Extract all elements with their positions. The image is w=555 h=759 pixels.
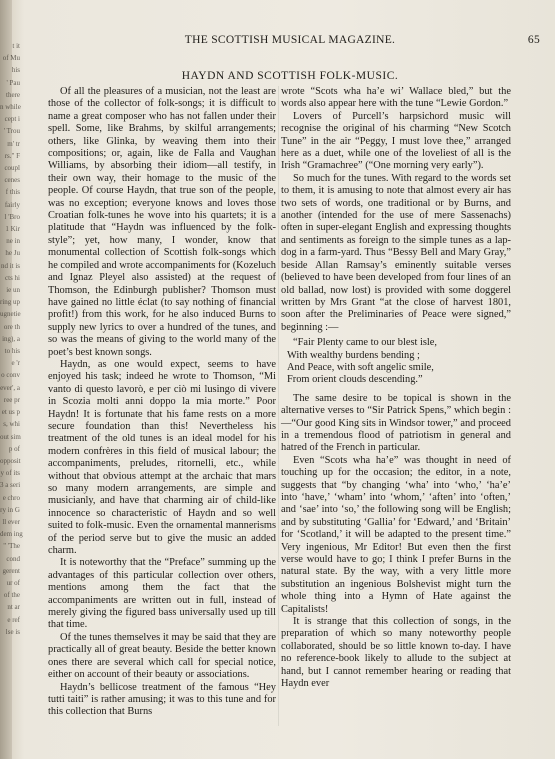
running-header xyxy=(40,34,540,50)
page-number: 65 xyxy=(527,34,540,46)
bleed-fragment: cept i xyxy=(4,115,20,124)
paragraph: Haydn’s bellicose treatment of the famous “Hey tutti taiti” is rather amusing; it was to this tune and for this collection that Burns xyxy=(48,681,276,718)
bleed-fragment: ree pr xyxy=(3,395,20,404)
verse-line: And Peace, with soft angelic smile, xyxy=(287,361,434,373)
bleed-fragment: 3 a seri xyxy=(0,481,21,490)
bleed-fragment: et us p xyxy=(1,408,20,417)
bleed-fragment: t it xyxy=(12,42,20,50)
paragraph: Of all the pleasures of a musician, not the least are those of the collector of folk-songs; it is difficult to name a great composer who has not fallen under their spell. Some, like Brahms, by skilful arrangements; others, like Glinka, by weaving them into their compositions; or, again, like de Falla and Vaughan Williams, by absorbing their idiom—all testify, in their own way, their homage to the music of the people. Of course Haydn, that true son of the people, was no exception; everyone knows and loves those Croatian folk-tunes he wove into his quartets; it is a platitude that “Haydn was influenced by the folk-style”; yet, how many, I wonder, know that monumental collection of Scottish folk-songs which he compiled and wrote accompaniments for (Kozeluch and Ignaz Pleyel also assisted) at the request of Thomson, the Edinburgh publisher? Thomson must have gained no little éclat (to say nothing of financial profit!) from this work, for he also induced Burns to supply new lyrics to over a hundred of the tunes, and so was the means of giving to the world many of the poet’s best known songs. xyxy=(48,86,276,358)
facing-page-bleed-text xyxy=(0,40,23,720)
bleed-fragment: rs." F xyxy=(4,151,20,160)
bleed-fragment: opposit xyxy=(0,456,21,465)
bleed-fragment: gerent xyxy=(2,566,20,575)
bleed-fragment: ring up xyxy=(0,298,21,307)
bleed-fragment: lse is xyxy=(5,627,20,636)
bleed-fragment: ry in G xyxy=(0,505,20,514)
bleed-fragment: e chro xyxy=(2,493,20,502)
bleed-fragment: ur of xyxy=(6,578,20,587)
article-heading: HAYDN AND SCOTTISH FOLK-MUSIC. xyxy=(181,70,399,82)
paragraph: It is noteworthy that the “Preface” summing up the advantages of this particular collection over others, mentions among them the fact that the accompaniments are written out in full, instead of merely giving the figured bass universally used up till that time. xyxy=(48,557,276,631)
paragraph: Of the tunes themselves it may be said that they are practically all of great beauty. Beside the better known ones there are several which call for special notice, either on account of their beauty or associations. xyxy=(48,631,276,681)
bleed-fragment: ie un xyxy=(6,286,20,295)
bleed-fragment: e ref xyxy=(7,615,20,624)
paragraph: So much for the tunes. With regard to the words set to them, it is amusing to note that almost every air has two sets of words, one traditional or by Burns, and another (intended for the use of mere Sassenachs) often in super-elegant English and expressing thoughts and sentiments as foreign to the simple tunes as a lap-dog in a farm-yard. Thus “Bessy Bell and Mary Gray,” beside Allan Ramsay’s eminently suitable verses (believed to have been developed from four lines of an old ballad, now lost) is provided with some doggerel written by Mrs Grant “at the close of harvest 1801, soon after the Preliminaries of Peace were signed,” beginning :— xyxy=(281,172,511,333)
bleed-fragment: 1 Kir xyxy=(5,225,20,234)
right-column xyxy=(281,86,511,691)
bleed-fragment: ne in xyxy=(6,237,20,246)
paragraph: Haydn, as one would expect, seems to have enjoyed his task; indeed he wrote to Thomson, “Mi vanto di questo lavorò, e per ciò mi lusingo di vivere in Scozia molti anni doppo la mia morte.” Poor Haydn! It is fortunate that his fame rests on a more secure foundation than this! Nevertheless his treatment of the old tunes is an ideal model for his modern confrères in this field of musical labour; the accompaniments, preludes, ritornelli, etc., while without that obvious attempt at the archaic that mars so many modern arrangements, are simple and musicianly, and have that charming air of child-like innocence so characteristic of Haydn and so well suited to folk-music. Even the ornamental mannerisms of the period serve but to give the music an added charm. xyxy=(48,358,276,557)
left-column xyxy=(48,86,276,719)
bleed-fragment: to his xyxy=(4,347,20,356)
paragraph: The same desire to be topical is shown in the alternative verses to “Sir Patrick Spens,” which begin :—“Our good King sits in Windsor tower,” and proceed in a tremendous flood of patriotism in general and hatred of the French in particular. xyxy=(281,392,511,454)
verse-line: “Fair Plenty came to our blest isle, xyxy=(293,337,437,349)
verse-line: From orient clouds descending.” xyxy=(287,374,423,386)
bleed-fragment: ing), a xyxy=(2,334,20,343)
bleed-fragment: out sim xyxy=(0,432,21,441)
bleed-fragment: cenes xyxy=(4,176,20,185)
paragraph: wrote “Scots wha ha’e wi’ Wallace bled,” but the words also appear here with the tune “Lewie Gordon.” xyxy=(281,86,511,110)
bleed-fragment: nd it is xyxy=(0,261,20,270)
bleed-fragment: cts hi xyxy=(5,273,20,282)
bleed-fragment: of the xyxy=(3,591,20,600)
bleed-fragment: there xyxy=(6,90,20,99)
verse-line: With wealthy burdens bending ; xyxy=(287,349,420,361)
bleed-fragment: o conv xyxy=(1,371,20,380)
bleed-fragment: ll ever xyxy=(2,517,20,526)
bleed-fragment: ' Trou xyxy=(3,127,20,136)
column-gap xyxy=(278,86,279,726)
bleed-fragment: coupl xyxy=(4,164,20,173)
bleed-fragment: ' Pau xyxy=(6,78,20,87)
magazine-title: THE SCOTTISH MUSICAL MAGAZINE. xyxy=(184,34,396,46)
bleed-fragment: ore th xyxy=(3,322,20,331)
bleed-fragment: cond xyxy=(6,554,20,563)
paragraph: Even “Scots wha ha’e” was thought in need of touching up for the occasion; the editor, in a note, suggests that “by changing ‘wha’ into ‘who,’ ‘ha’e’ into ‘have,’ ‘wham’ into ‘whom,’ ‘aften’ into ‘often,’ and ‘sae’ into ‘so,’ the following song will be English; and by substituting ‘Gallia’ for ‘Edward,’ and ‘Britain’ for ‘Scotland,’ it will be adapted to the present time.” Very ingenious, Mr Editor! But even then the first verse would have to go; I think I prefer Burns in the natural state. By the way, with a very little more substitution an ingenious Bolshevist might turn the whole thing into a Hymn of Hate against the Capitalists! xyxy=(281,454,511,615)
bleed-fragment: he Ju xyxy=(5,249,20,258)
bleed-fragment: his xyxy=(11,66,20,75)
bleed-fragment: " 'The xyxy=(3,542,20,551)
bleed-fragment: ever', a xyxy=(0,383,20,392)
bleed-fragment: fairly xyxy=(4,200,20,209)
bleed-fragment: dem ing xyxy=(0,530,23,539)
bleed-fragment: nt ar xyxy=(7,603,20,612)
paragraph: It is strange that this collection of songs, in the preparation of which so many noteworthy people collaborated, should be so little known to-day. I have no reference-book likely to allude to the subject at hand, but I cannot remember hearing or reading that Haydn ever xyxy=(281,616,511,690)
bleed-fragment: e 'r xyxy=(11,359,20,368)
bleed-fragment: m' tr xyxy=(7,139,20,148)
bleed-fragment: s, whi xyxy=(3,420,20,429)
bleed-fragment: n while xyxy=(0,103,21,112)
bleed-fragment: y of its xyxy=(0,469,20,478)
paragraph: Lovers of Purcell’s harpsichord music will recognise the original of his charming “New Scotch Tune” in the air “Peggy, I must love thee,” arranged here as a duet, while one of the loveliest of all is the Irish “Gramachree” (“One morning very early”). xyxy=(281,110,511,172)
bleed-fragment: of Mu xyxy=(2,54,20,63)
bleed-fragment: l 'Bro xyxy=(4,212,20,221)
bleed-fragment: f this xyxy=(5,188,20,197)
quoted-verse xyxy=(281,337,511,387)
bleed-fragment: ugnetie xyxy=(0,310,21,319)
bleed-fragment: p of xyxy=(8,444,20,453)
